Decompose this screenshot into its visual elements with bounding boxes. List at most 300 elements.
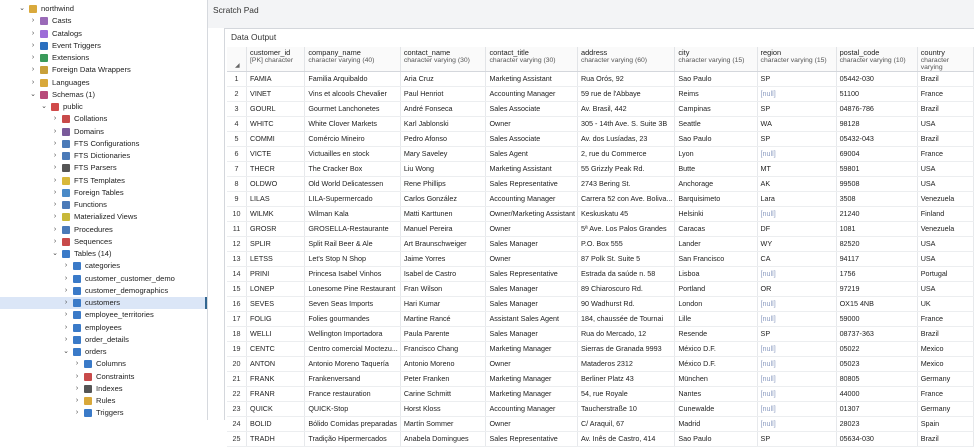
tree-node-casts[interactable] <box>0 15 207 27</box>
row-number[interactable]: 7 <box>227 162 247 177</box>
chevron-right-icon[interactable]: › <box>31 78 35 86</box>
table-cell[interactable]: DF <box>757 222 836 237</box>
table-cell[interactable]: Assistant Sales Agent <box>486 312 577 327</box>
tree-node-employees[interactable] <box>0 322 207 334</box>
table-cell[interactable]: WHITC <box>247 117 305 132</box>
chevron-right-icon[interactable]: › <box>53 139 57 147</box>
chevron-right-icon[interactable]: › <box>53 115 57 123</box>
table-row[interactable] <box>227 147 974 162</box>
table-cell[interactable]: 59801 <box>836 162 917 177</box>
table-cell[interactable]: Centro comercial Moctezu... <box>305 342 400 357</box>
table-cell[interactable]: VINET <box>247 87 305 102</box>
chevron-right-icon[interactable]: › <box>64 323 68 331</box>
table-cell[interactable]: Francisco Chang <box>400 342 486 357</box>
chevron-right-icon[interactable]: › <box>64 262 68 270</box>
table-cell[interactable]: Sales Manager <box>486 237 577 252</box>
table-cell[interactable]: WELLI <box>247 327 305 342</box>
table-cell[interactable]: 69004 <box>836 147 917 162</box>
table-cell[interactable]: FRANK <box>247 372 305 387</box>
table-row[interactable] <box>227 252 974 267</box>
table-cell[interactable]: Brazil <box>917 102 973 117</box>
table-cell[interactable]: LILA-Supermercado <box>305 192 400 207</box>
table-cell[interactable]: Mexico <box>917 357 973 372</box>
row-number[interactable]: 1 <box>227 72 247 87</box>
table-row[interactable] <box>227 372 974 387</box>
table-cell[interactable]: Anabela Domingues <box>400 432 486 447</box>
table-cell[interactable]: QUICK-Stop <box>305 402 400 417</box>
table-cell[interactable]: Barquisimeto <box>675 192 757 207</box>
chevron-right-icon[interactable]: › <box>64 299 68 306</box>
table-cell[interactable]: Gourmet Lanchonetes <box>305 102 400 117</box>
table-cell[interactable]: Antonio Moreno Taquería <box>305 357 400 372</box>
chevron-right-icon[interactable]: › <box>53 127 57 135</box>
table-cell[interactable]: Mexico <box>917 342 973 357</box>
chevron-right-icon[interactable]: › <box>75 397 79 404</box>
table-cell[interactable]: USA <box>917 282 973 297</box>
table-cell[interactable]: France <box>917 147 973 162</box>
row-number-header[interactable] <box>227 47 247 72</box>
row-number[interactable]: 8 <box>227 177 247 192</box>
table-cell[interactable]: BOLID <box>247 417 305 432</box>
table-cell[interactable]: Taucherstraße 10 <box>577 402 674 417</box>
table-cell[interactable]: Brazil <box>917 327 973 342</box>
table-cell[interactable]: Brazil <box>917 432 973 447</box>
row-number[interactable]: 19 <box>227 342 247 357</box>
tree-node-customer-demographics[interactable] <box>0 285 207 297</box>
table-cell[interactable]: Antonio Moreno <box>400 357 486 372</box>
tree-node-northwind[interactable] <box>0 3 207 15</box>
tree-node-languages[interactable] <box>0 77 207 89</box>
table-cell[interactable]: WILMK <box>247 207 305 222</box>
table-cell[interactable]: FOLIG <box>247 312 305 327</box>
tree-node-materialized-views[interactable] <box>0 211 207 223</box>
table-cell[interactable]: [null] <box>757 312 836 327</box>
table-cell[interactable]: GROSELLA-Restaurante <box>305 222 400 237</box>
tree-node-orders[interactable] <box>0 346 207 358</box>
table-cell[interactable]: 44000 <box>836 387 917 402</box>
table-cell[interactable]: Princesa Isabel Vinhos <box>305 267 400 282</box>
table-cell[interactable]: Lille <box>675 312 757 327</box>
table-cell[interactable]: Manuel Pereira <box>400 222 486 237</box>
table-cell[interactable]: USA <box>917 252 973 267</box>
row-number[interactable]: 18 <box>227 327 247 342</box>
table-row[interactable] <box>227 132 974 147</box>
table-cell[interactable]: 59000 <box>836 312 917 327</box>
column-header-region[interactable] <box>757 47 836 72</box>
table-cell[interactable]: 184, chaussée de Tournai <box>577 312 674 327</box>
table-cell[interactable]: London <box>675 297 757 312</box>
table-cell[interactable]: 80805 <box>836 372 917 387</box>
table-cell[interactable]: France <box>917 87 973 102</box>
table-cell[interactable]: 54, rue Royale <box>577 387 674 402</box>
tree-node-event-triggers[interactable] <box>0 40 207 52</box>
table-cell[interactable]: 21240 <box>836 207 917 222</box>
table-cell[interactable]: Germany <box>917 402 973 417</box>
table-cell[interactable]: [null] <box>757 87 836 102</box>
table-cell[interactable]: Mataderos 2312 <box>577 357 674 372</box>
tree-node-public[interactable] <box>0 101 207 113</box>
table-cell[interactable]: AK <box>757 177 836 192</box>
table-cell[interactable]: Germany <box>917 372 973 387</box>
table-cell[interactable]: 5ª Ave. Los Palos Grandes <box>577 222 674 237</box>
table-cell[interactable]: MT <box>757 162 836 177</box>
data-output-tab[interactable]: Data Output <box>231 32 277 42</box>
table-cell[interactable]: USA <box>917 117 973 132</box>
row-number[interactable]: 11 <box>227 222 247 237</box>
table-cell[interactable]: Campinas <box>675 102 757 117</box>
table-cell[interactable]: Cunewalde <box>675 402 757 417</box>
table-cell[interactable]: Venezuela <box>917 192 973 207</box>
table-cell[interactable]: [null] <box>757 417 836 432</box>
table-cell[interactable]: 87 Polk St. Suite 5 <box>577 252 674 267</box>
table-cell[interactable]: 04876-786 <box>836 102 917 117</box>
table-cell[interactable]: 05634-030 <box>836 432 917 447</box>
table-cell[interactable]: Familia Arquibaldo <box>305 72 400 87</box>
tree-node-triggers[interactable] <box>0 407 207 419</box>
column-header-company-name[interactable] <box>305 47 400 72</box>
table-cell[interactable]: Sales Associate <box>486 132 577 147</box>
table-cell[interactable]: Marketing Assistant <box>486 162 577 177</box>
table-cell[interactable]: Peter Franken <box>400 372 486 387</box>
table-cell[interactable]: Owner <box>486 222 577 237</box>
table-cell[interactable]: USA <box>917 177 973 192</box>
table-row[interactable] <box>227 117 974 132</box>
column-header-city[interactable] <box>675 47 757 72</box>
table-row[interactable] <box>227 162 974 177</box>
table-cell[interactable]: Pedro Afonso <box>400 132 486 147</box>
table-cell[interactable]: Seven Seas Imports <box>305 297 400 312</box>
table-cell[interactable]: München <box>675 372 757 387</box>
table-cell[interactable]: CENTC <box>247 342 305 357</box>
table-cell[interactable]: COMMI <box>247 132 305 147</box>
tree-node-constraints[interactable] <box>0 371 207 383</box>
table-cell[interactable]: Estrada da saúde n. 58 <box>577 267 674 282</box>
tree-node-order-details[interactable] <box>0 334 207 346</box>
table-cell[interactable]: Jaime Yorres <box>400 252 486 267</box>
table-cell[interactable]: Venezuela <box>917 222 973 237</box>
chevron-right-icon[interactable]: › <box>53 201 57 208</box>
table-cell[interactable]: SPLIR <box>247 237 305 252</box>
table-row[interactable] <box>227 357 974 372</box>
table-cell[interactable]: Sao Paulo <box>675 132 757 147</box>
table-cell[interactable]: Accounting Manager <box>486 192 577 207</box>
table-cell[interactable]: Portland <box>675 282 757 297</box>
table-cell[interactable]: [null] <box>757 267 836 282</box>
table-cell[interactable]: Marketing Manager <box>486 372 577 387</box>
chevron-down-icon[interactable]: ⌄ <box>63 348 69 355</box>
tree-node-columns[interactable] <box>0 358 207 370</box>
table-cell[interactable]: USA <box>917 237 973 252</box>
table-cell[interactable]: 97219 <box>836 282 917 297</box>
chevron-right-icon[interactable]: › <box>53 225 57 233</box>
table-row[interactable] <box>227 432 974 447</box>
table-cell[interactable]: 90 Wadhurst Rd. <box>577 297 674 312</box>
row-number[interactable]: 25 <box>227 432 247 447</box>
table-cell[interactable]: 1081 <box>836 222 917 237</box>
table-cell[interactable]: Sales Representative <box>486 177 577 192</box>
table-cell[interactable]: [null] <box>757 147 836 162</box>
table-cell[interactable]: Isabel de Castro <box>400 267 486 282</box>
table-cell[interactable]: 305 - 14th Ave. S. Suite 3B <box>577 117 674 132</box>
table-cell[interactable]: 01307 <box>836 402 917 417</box>
chevron-right-icon[interactable]: › <box>31 41 35 49</box>
table-cell[interactable]: México D.F. <box>675 342 757 357</box>
table-cell[interactable]: Folies gourmandes <box>305 312 400 327</box>
table-cell[interactable]: Carine Schmitt <box>400 387 486 402</box>
table-row[interactable] <box>227 312 974 327</box>
table-cell[interactable]: Liu Wong <box>400 162 486 177</box>
row-number[interactable]: 14 <box>227 267 247 282</box>
table-cell[interactable]: [null] <box>757 372 836 387</box>
table-cell[interactable]: 55 Grizzly Peak Rd. <box>577 162 674 177</box>
tree-node-tables-14[interactable] <box>0 248 207 260</box>
table-cell[interactable]: Resende <box>675 327 757 342</box>
table-cell[interactable]: 2, rue du Commerce <box>577 147 674 162</box>
table-cell[interactable]: Rua Orós, 92 <box>577 72 674 87</box>
table-cell[interactable]: Bólido Comidas preparadas <box>305 417 400 432</box>
table-cell[interactable]: Portugal <box>917 267 973 282</box>
table-cell[interactable]: Sales Agent <box>486 147 577 162</box>
table-cell[interactable]: Finland <box>917 207 973 222</box>
row-number[interactable]: 9 <box>227 192 247 207</box>
table-cell[interactable]: Owner <box>486 252 577 267</box>
table-cell[interactable]: Berliner Platz 43 <box>577 372 674 387</box>
table-cell[interactable]: GROSR <box>247 222 305 237</box>
table-cell[interactable]: UK <box>917 297 973 312</box>
table-cell[interactable]: Old World Delicatessen <box>305 177 400 192</box>
table-cell[interactable]: Marketing Manager <box>486 387 577 402</box>
table-cell[interactable]: Fran Wilson <box>400 282 486 297</box>
column-header-address[interactable] <box>577 47 674 72</box>
table-cell[interactable]: 82520 <box>836 237 917 252</box>
table-row[interactable] <box>227 87 974 102</box>
table-cell[interactable]: 28023 <box>836 417 917 432</box>
row-number[interactable]: 16 <box>227 297 247 312</box>
tree-node-employee-territories[interactable] <box>0 309 207 321</box>
table-cell[interactable]: Marketing Manager <box>486 342 577 357</box>
chevron-right-icon[interactable]: › <box>31 66 35 74</box>
table-cell[interactable]: The Cracker Box <box>305 162 400 177</box>
table-cell[interactable]: SP <box>757 72 836 87</box>
table-cell[interactable]: SP <box>757 132 836 147</box>
table-cell[interactable]: Hari Kumar <box>400 297 486 312</box>
chevron-right-icon[interactable]: › <box>75 409 79 417</box>
row-number[interactable]: 13 <box>227 252 247 267</box>
table-cell[interactable]: France <box>917 387 973 402</box>
table-cell[interactable]: Wellington Importadora <box>305 327 400 342</box>
table-cell[interactable]: France restauration <box>305 387 400 402</box>
tree-node-catalogs[interactable] <box>0 28 207 40</box>
table-cell[interactable]: Sales Manager <box>486 282 577 297</box>
row-number[interactable]: 6 <box>227 147 247 162</box>
tree-node-functions[interactable] <box>0 199 207 211</box>
row-number[interactable]: 10 <box>227 207 247 222</box>
chevron-down-icon[interactable]: ⌄ <box>41 103 47 110</box>
table-cell[interactable]: Sao Paulo <box>675 72 757 87</box>
table-cell[interactable]: Lara <box>757 192 836 207</box>
table-row[interactable] <box>227 102 974 117</box>
row-number[interactable]: 23 <box>227 402 247 417</box>
table-cell[interactable]: Sierras de Granada 9993 <box>577 342 674 357</box>
table-cell[interactable]: Split Rail Beer & Ale <box>305 237 400 252</box>
table-row[interactable] <box>227 207 974 222</box>
table-cell[interactable]: Av. Brasil, 442 <box>577 102 674 117</box>
table-cell[interactable]: WA <box>757 117 836 132</box>
table-cell[interactable]: Owner/Marketing Assistant <box>486 207 577 222</box>
tree-node-foreign-tables[interactable] <box>0 187 207 199</box>
table-cell[interactable]: Sales Manager <box>486 327 577 342</box>
chevron-down-icon[interactable]: ⌄ <box>30 90 36 98</box>
table-cell[interactable]: Art Braunschweiger <box>400 237 486 252</box>
table-cell[interactable]: Frankenversand <box>305 372 400 387</box>
tree-node-procedures[interactable] <box>0 224 207 236</box>
table-cell[interactable]: WY <box>757 237 836 252</box>
table-cell[interactable]: QUICK <box>247 402 305 417</box>
table-cell[interactable]: [null] <box>757 297 836 312</box>
table-cell[interactable]: 94117 <box>836 252 917 267</box>
table-cell[interactable]: [null] <box>757 402 836 417</box>
chevron-right-icon[interactable]: › <box>64 274 68 282</box>
table-cell[interactable]: P.O. Box 555 <box>577 237 674 252</box>
table-cell[interactable]: Paula Parente <box>400 327 486 342</box>
table-cell[interactable]: Carlos González <box>400 192 486 207</box>
table-cell[interactable]: Horst Kloss <box>400 402 486 417</box>
column-header-contact-title[interactable] <box>486 47 577 72</box>
table-cell[interactable]: Spain <box>917 417 973 432</box>
table-cell[interactable]: 99508 <box>836 177 917 192</box>
table-cell[interactable]: Victuailles en stock <box>305 147 400 162</box>
table-cell[interactable]: Nantes <box>675 387 757 402</box>
table-cell[interactable]: CA <box>757 252 836 267</box>
chevron-right-icon[interactable]: › <box>64 311 68 319</box>
table-row[interactable] <box>227 282 974 297</box>
table-cell[interactable]: Sales Representative <box>486 267 577 282</box>
table-cell[interactable]: SP <box>757 102 836 117</box>
table-cell[interactable]: Helsinki <box>675 207 757 222</box>
table-cell[interactable]: ANTON <box>247 357 305 372</box>
table-cell[interactable]: FAMIA <box>247 72 305 87</box>
table-cell[interactable]: Lonesome Pine Restaurant <box>305 282 400 297</box>
table-cell[interactable]: Carrera 52 con Ave. Boliva... <box>577 192 674 207</box>
column-header-postal-code[interactable] <box>836 47 917 72</box>
row-number[interactable]: 20 <box>227 357 247 372</box>
table-cell[interactable]: Rene Phillips <box>400 177 486 192</box>
column-header-contact-name[interactable] <box>400 47 486 72</box>
table-cell[interactable]: Accounting Manager <box>486 402 577 417</box>
tree-node-schemas-1[interactable] <box>0 89 207 101</box>
chevron-right-icon[interactable]: › <box>53 164 57 172</box>
tree-node-customer-customer-demo[interactable] <box>0 273 207 285</box>
table-cell[interactable]: Mary Saveley <box>400 147 486 162</box>
table-cell[interactable]: Lander <box>675 237 757 252</box>
table-cell[interactable]: Sales Manager <box>486 297 577 312</box>
table-cell[interactable]: PRINI <box>247 267 305 282</box>
row-number[interactable]: 12 <box>227 237 247 252</box>
table-cell[interactable]: White Clover Markets <box>305 117 400 132</box>
table-cell[interactable]: Paul Henriot <box>400 87 486 102</box>
row-number[interactable]: 24 <box>227 417 247 432</box>
table-cell[interactable]: Aria Cruz <box>400 72 486 87</box>
table-cell[interactable]: Let's Stop N Shop <box>305 252 400 267</box>
table-row[interactable] <box>227 192 974 207</box>
table-cell[interactable]: Vins et alcools Chevalier <box>305 87 400 102</box>
row-number[interactable]: 3 <box>227 102 247 117</box>
table-cell[interactable]: Rua do Mercado, 12 <box>577 327 674 342</box>
table-cell[interactable]: GOURL <box>247 102 305 117</box>
table-row[interactable] <box>227 402 974 417</box>
table-cell[interactable]: Brazil <box>917 132 973 147</box>
table-cell[interactable]: USA <box>917 162 973 177</box>
table-cell[interactable]: OLDWO <box>247 177 305 192</box>
table-row[interactable] <box>227 417 974 432</box>
tree-node-foreign-data-wrappers[interactable] <box>0 64 207 76</box>
table-cell[interactable]: 89 Chiaroscuro Rd. <box>577 282 674 297</box>
chevron-right-icon[interactable]: › <box>53 152 57 159</box>
table-cell[interactable]: FRANR <box>247 387 305 402</box>
table-cell[interactable]: Owner <box>486 117 577 132</box>
chevron-right-icon[interactable]: › <box>31 17 35 25</box>
table-row[interactable] <box>227 297 974 312</box>
tree-node-fts-parsers[interactable] <box>0 162 207 174</box>
table-cell[interactable]: France <box>917 312 973 327</box>
chevron-right-icon[interactable]: › <box>75 360 79 368</box>
table-cell[interactable]: [null] <box>757 357 836 372</box>
chevron-right-icon[interactable]: › <box>53 213 57 221</box>
tree-node-categories[interactable] <box>0 260 207 272</box>
table-row[interactable] <box>227 327 974 342</box>
table-cell[interactable]: Seattle <box>675 117 757 132</box>
table-cell[interactable]: Owner <box>486 417 577 432</box>
row-number[interactable]: 22 <box>227 387 247 402</box>
chevron-right-icon[interactable]: › <box>64 286 68 294</box>
table-cell[interactable]: 08737-363 <box>836 327 917 342</box>
row-number[interactable]: 17 <box>227 312 247 327</box>
row-number[interactable]: 2 <box>227 87 247 102</box>
row-number[interactable]: 4 <box>227 117 247 132</box>
table-cell[interactable]: SP <box>757 432 836 447</box>
table-cell[interactable]: Lisboa <box>675 267 757 282</box>
table-cell[interactable]: 2743 Bering St. <box>577 177 674 192</box>
table-cell[interactable]: Wilman Kala <box>305 207 400 222</box>
table-row[interactable] <box>227 237 974 252</box>
tree-node-fts-configurations[interactable] <box>0 138 207 150</box>
table-row[interactable] <box>227 72 974 87</box>
table-cell[interactable]: TRADH <box>247 432 305 447</box>
column-header-country[interactable] <box>917 47 973 72</box>
table-cell[interactable]: Reims <box>675 87 757 102</box>
table-cell[interactable]: Matti Karttunen <box>400 207 486 222</box>
chevron-right-icon[interactable]: › <box>31 54 35 61</box>
table-row[interactable] <box>227 342 974 357</box>
table-cell[interactable]: Martine Rancé <box>400 312 486 327</box>
table-cell[interactable]: Madrid <box>675 417 757 432</box>
chevron-down-icon[interactable]: ⌄ <box>52 250 58 257</box>
chevron-right-icon[interactable]: › <box>75 372 79 380</box>
table-cell[interactable]: Martín Sommer <box>400 417 486 432</box>
row-number[interactable]: 5 <box>227 132 247 147</box>
table-cell[interactable]: México D.F. <box>675 357 757 372</box>
table-cell[interactable]: Av. dos Lusíadas, 23 <box>577 132 674 147</box>
table-cell[interactable]: 05442-030 <box>836 72 917 87</box>
table-cell[interactable]: Anchorage <box>675 177 757 192</box>
table-cell[interactable]: Keskuskatu 45 <box>577 207 674 222</box>
table-cell[interactable]: LONEP <box>247 282 305 297</box>
table-cell[interactable]: C/ Araquil, 67 <box>577 417 674 432</box>
tree-node-fts-templates[interactable] <box>0 175 207 187</box>
tree-node-indexes[interactable] <box>0 383 207 395</box>
table-cell[interactable]: Caracas <box>675 222 757 237</box>
table-row[interactable] <box>227 177 974 192</box>
